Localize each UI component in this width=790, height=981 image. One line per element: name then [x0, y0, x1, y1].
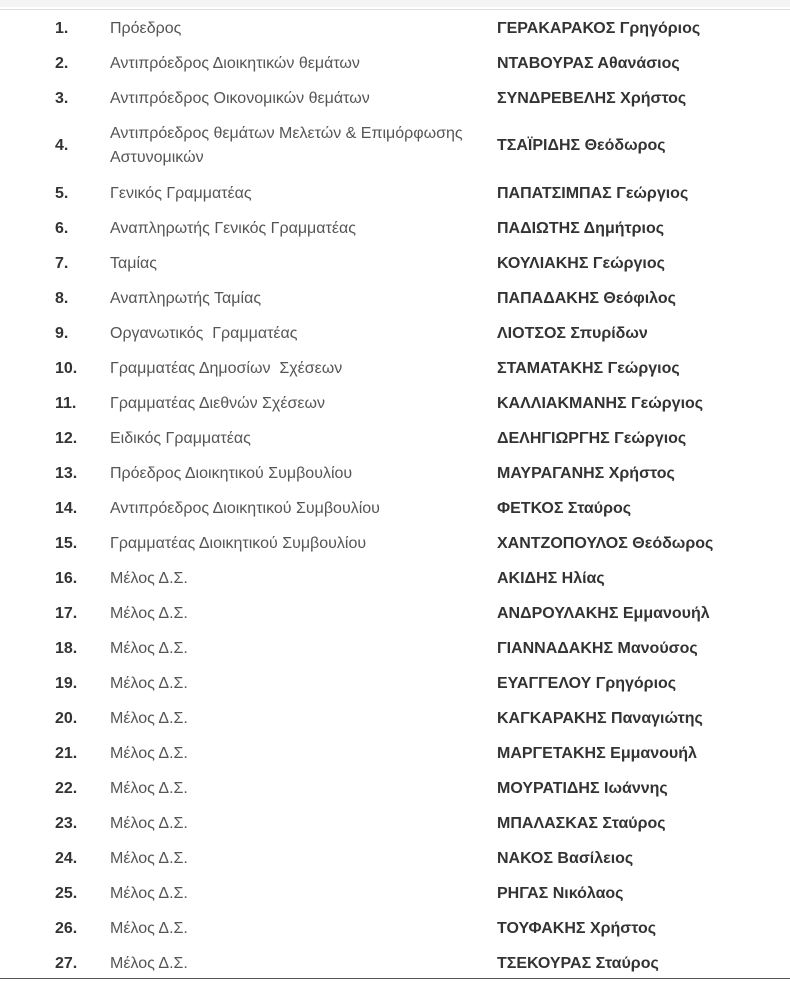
member-role: Οργανωτικός Γραμματέας	[110, 324, 298, 342]
member-number: 6.	[55, 219, 69, 237]
table-row	[0, 81, 790, 116]
board-members-table	[0, 11, 790, 981]
member-number: 5.	[55, 184, 69, 202]
member-role: Ταμίας	[110, 254, 157, 272]
top-divider	[0, 9, 790, 10]
member-number: 10.	[55, 359, 78, 377]
member-number: 7.	[55, 254, 69, 272]
table-row	[0, 946, 790, 981]
table-row	[0, 211, 790, 246]
member-role: Μέλος Δ.Σ.	[110, 569, 188, 587]
table-row	[0, 246, 790, 281]
table-row	[0, 596, 790, 631]
bottom-divider	[0, 978, 790, 979]
table-row	[0, 806, 790, 841]
member-number: 4.	[55, 137, 69, 154]
member-number: 26.	[55, 919, 78, 937]
table-row	[0, 456, 790, 491]
member-role: Πρόεδρος	[110, 19, 182, 37]
member-name: ΜΟΥΡΑΤΙΔΗΣ Ιωάννης	[497, 779, 668, 797]
table-row	[0, 911, 790, 946]
table-row	[0, 386, 790, 421]
member-role: Μέλος Δ.Σ.	[110, 814, 188, 832]
member-number: 8.	[55, 289, 69, 307]
member-number: 17.	[55, 604, 78, 622]
member-number: 19.	[55, 674, 78, 692]
member-role: Μέλος Δ.Σ.	[110, 674, 188, 692]
member-role: Μέλος Δ.Σ.	[110, 709, 188, 727]
table-row	[0, 876, 790, 911]
member-name: ΤΟΥΦΑΚΗΣ Χρήστος	[497, 919, 657, 937]
member-role: Ειδικός Γραμματέας	[110, 429, 251, 447]
member-name: ΦΕΤΚΟΣ Σταύρος	[497, 499, 632, 517]
table-row	[0, 526, 790, 561]
member-role: Γενικός Γραμματέας	[110, 184, 252, 202]
table-row	[0, 421, 790, 456]
member-name: ΝΤΑΒΟΥΡΑΣ Αθανάσιος	[497, 54, 680, 72]
member-role: Μέλος Δ.Σ.	[110, 919, 188, 937]
table-row	[0, 11, 790, 46]
member-name: ΔΕΛΗΓΙΩΡΓΗΣ Γεώργιος	[497, 429, 687, 447]
table-row	[0, 316, 790, 351]
member-number: 23.	[55, 814, 78, 832]
member-number: 2.	[55, 54, 69, 72]
board-members-body	[0, 11, 790, 981]
member-name: ΧΑΝΤΖΟΠΟΥΛΟΣ Θεόδωρος	[497, 534, 714, 552]
member-number: 1.	[55, 19, 69, 37]
member-number: 20.	[55, 709, 78, 727]
member-name: ΕΥΑΓΓΕΛΟΥ Γρηγόριος	[497, 674, 677, 692]
member-name: ΤΣΕΚΟΥΡΑΣ Σταύρος	[497, 954, 659, 972]
member-number: 25.	[55, 884, 78, 902]
table-row	[0, 116, 790, 176]
member-name: ΤΣΑΪΡΙΔΗΣ Θεόδωρος	[497, 137, 666, 154]
member-role: Γραμματέας Διοικητικού Συμβουλίου	[110, 534, 367, 552]
table-row	[0, 701, 790, 736]
table-row	[0, 666, 790, 701]
member-role: Αναπληρωτής Γενικός Γραμματέας	[110, 219, 356, 237]
table-row	[0, 491, 790, 526]
member-number: 16.	[55, 569, 78, 587]
member-name: ΡΗΓΑΣ Νικόλαος	[497, 884, 624, 902]
table-row	[0, 631, 790, 666]
member-name: ΠΑΠΑΤΣΙΜΠΑΣ Γεώργιος	[497, 184, 689, 202]
table-row	[0, 176, 790, 211]
member-number: 18.	[55, 639, 78, 657]
member-name: ΝΑΚΟΣ Βασίλειος	[497, 849, 634, 867]
member-role: Πρόεδρος Διοικητικού Συμβουλίου	[110, 464, 353, 482]
member-role: Αντιπρόεδρος Διοικητικού Συμβουλίου	[110, 499, 380, 517]
member-number: 14.	[55, 499, 78, 517]
member-name: ΜΑΥΡΑΓΑΝΗΣ Χρήστος	[497, 464, 675, 482]
member-name: ΣΥΝΔΡΕΒΕΛΗΣ Χρήστος	[497, 89, 687, 107]
member-number: 27.	[55, 954, 78, 972]
member-role: Μέλος Δ.Σ.	[110, 849, 188, 867]
member-role: Μέλος Δ.Σ.	[110, 639, 188, 657]
member-number: 3.	[55, 89, 69, 107]
member-name: ΑΚΙΔΗΣ Ηλίας	[497, 569, 605, 587]
member-role: Αντιπρόεδρος Οικονομικών θεμάτων	[110, 89, 370, 107]
member-role: Αντιπρόεδρος Διοικητικών θεμάτων	[110, 54, 360, 72]
member-role: Μέλος Δ.Σ.	[110, 604, 188, 622]
member-number: 13.	[55, 464, 78, 482]
table-row	[0, 736, 790, 771]
table-row	[0, 561, 790, 596]
member-name: ΠΑΔΙΩΤΗΣ Δημήτριος	[497, 219, 665, 237]
table-row	[0, 46, 790, 81]
member-role: Γραμματέας Δημοσίων Σχέσεων	[110, 359, 343, 377]
member-role: Αναπληρωτής Ταμίας	[110, 289, 262, 307]
member-name: ΜΑΡΓΕΤΑΚΗΣ Εμμανουήλ	[497, 744, 697, 762]
member-name: ΚΑΓΚΑΡΑΚΗΣ Παναγιώτης	[497, 709, 703, 727]
member-role: Μέλος Δ.Σ.	[110, 954, 188, 972]
member-role: Μέλος Δ.Σ.	[110, 779, 188, 797]
member-number: 9.	[55, 324, 69, 342]
member-role: Αντιπρόεδρος θεμάτων Μελετών & Επιμόρφωσης Αστυνομικών	[110, 125, 463, 166]
member-name: ΣΤΑΜΑΤΑΚΗΣ Γεώργιος	[497, 359, 680, 377]
member-number: 15.	[55, 534, 78, 552]
member-role-cell	[110, 116, 497, 176]
member-name: ΓΕΡΑΚΑΡΑΚΟΣ Γρηγόριος	[497, 19, 701, 37]
member-name: ΚΟΥΛΙΑΚΗΣ Γεώργιος	[497, 254, 665, 272]
table-row	[0, 841, 790, 876]
top-band	[0, 0, 790, 7]
member-name: ΛΙΟΤΣΟΣ Σπυρίδων	[497, 324, 648, 342]
member-name: ΠΑΠΑΔΑΚΗΣ Θεόφιλος	[497, 289, 676, 307]
member-role: Γραμματέας Διεθνών Σχέσεων	[110, 394, 325, 412]
member-name: ΜΠΑΛΑΣΚΑΣ Σταύρος	[497, 814, 666, 832]
member-name: ΓΙΑΝΝΑΔΑΚΗΣ Μανούσος	[497, 639, 698, 657]
member-name: ΑΝΔΡΟΥΛΑΚΗΣ Εμμανουήλ	[497, 604, 710, 622]
member-role: Μέλος Δ.Σ.	[110, 744, 188, 762]
member-role: Μέλος Δ.Σ.	[110, 884, 188, 902]
table-row	[0, 771, 790, 806]
member-number: 12.	[55, 429, 78, 447]
member-name: ΚΑΛΛΙΑΚΜΑΝΗΣ Γεώργιος	[497, 394, 704, 412]
member-number: 22.	[55, 779, 78, 797]
table-row	[0, 281, 790, 316]
member-number: 11.	[55, 394, 77, 412]
member-number: 24.	[55, 849, 78, 867]
member-number: 21.	[55, 744, 78, 762]
table-row	[0, 351, 790, 386]
